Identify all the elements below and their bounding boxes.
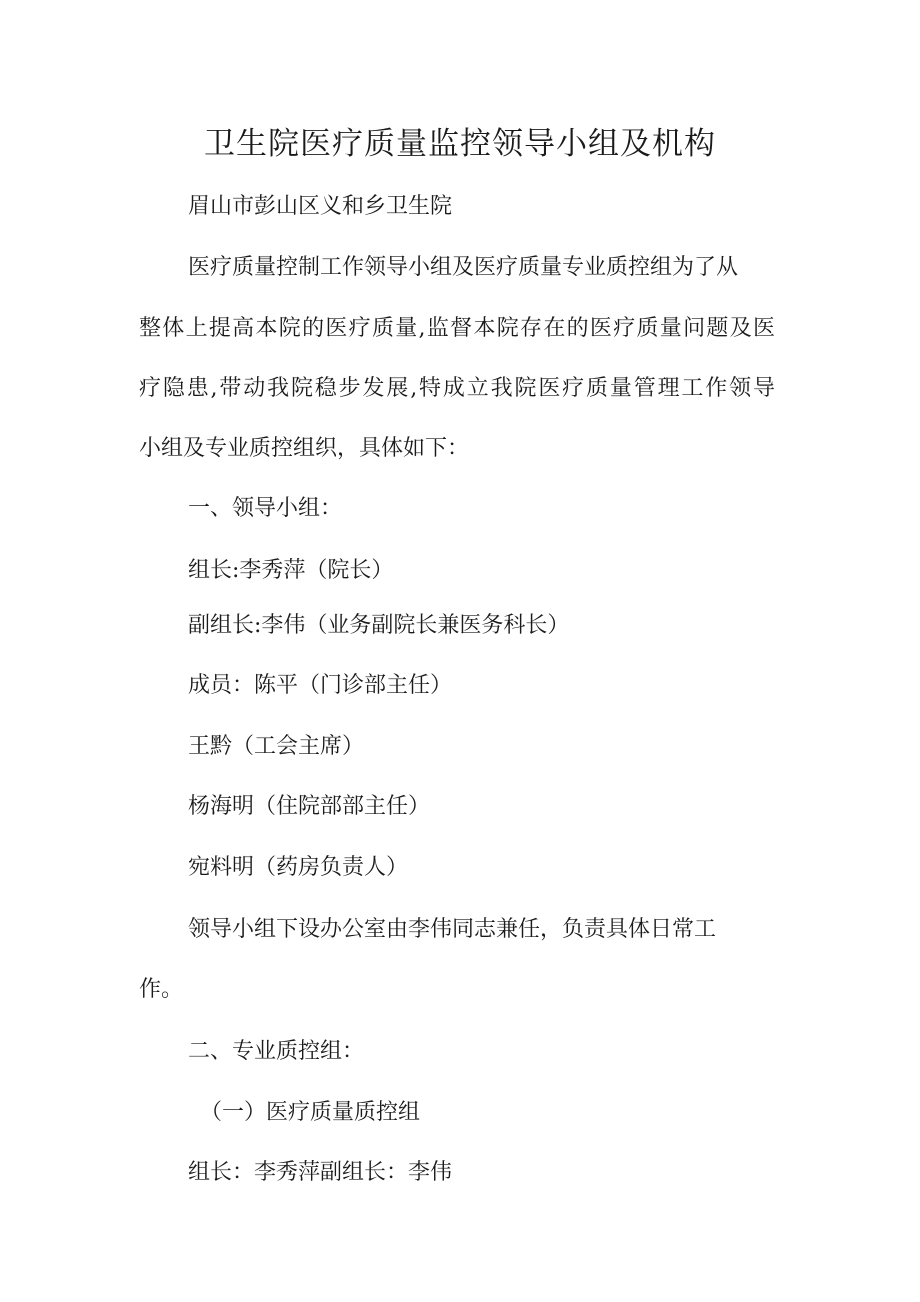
intro-line-1: 医疗质量控制工作领导小组及医疗质量专业质控组为了从 [188,255,739,280]
member-1: 成员：陈平（门诊部主任） [188,673,453,698]
subsection-1-leaders: 组长：李秀萍副组长：李伟 [188,1160,453,1185]
section-1-heading: 一、领导小组： [188,496,343,521]
intro-line-2: 整体上提高本院的医疗质量,监督本院存在的医疗质量问题及医 [139,316,775,341]
intro-line-3: 疗隐患,带动我院稳步发展,特成立我院医疗质量管理工作领导 [139,376,775,401]
office-line-1: 领导小组下设办公室由李伟同志兼任，负责具体日常工 [188,917,717,942]
organization-name: 眉山市彭山区义和乡卫生院 [188,194,453,219]
office-line-2: 作。 [139,977,184,1002]
subsection-1-heading: （一）医疗质量质控组 [200,1100,421,1125]
deputy-leader: 副组长:李伟（业务副院长兼医务科长） [188,613,570,638]
document-title: 卫生院医疗质量监控领导小组及机构 [204,126,716,162]
member-3: 杨海明（住院部部主任） [188,794,431,819]
member-4: 宛料明（药房负责人） [188,855,409,880]
group-leader: 组长:李秀萍（院长） [188,558,394,583]
section-2-heading: 二、专业质控组： [188,1039,365,1064]
intro-line-4: 小组及专业质控组织，具体如下： [139,436,470,461]
member-2: 王黔（工会主席） [188,734,365,759]
